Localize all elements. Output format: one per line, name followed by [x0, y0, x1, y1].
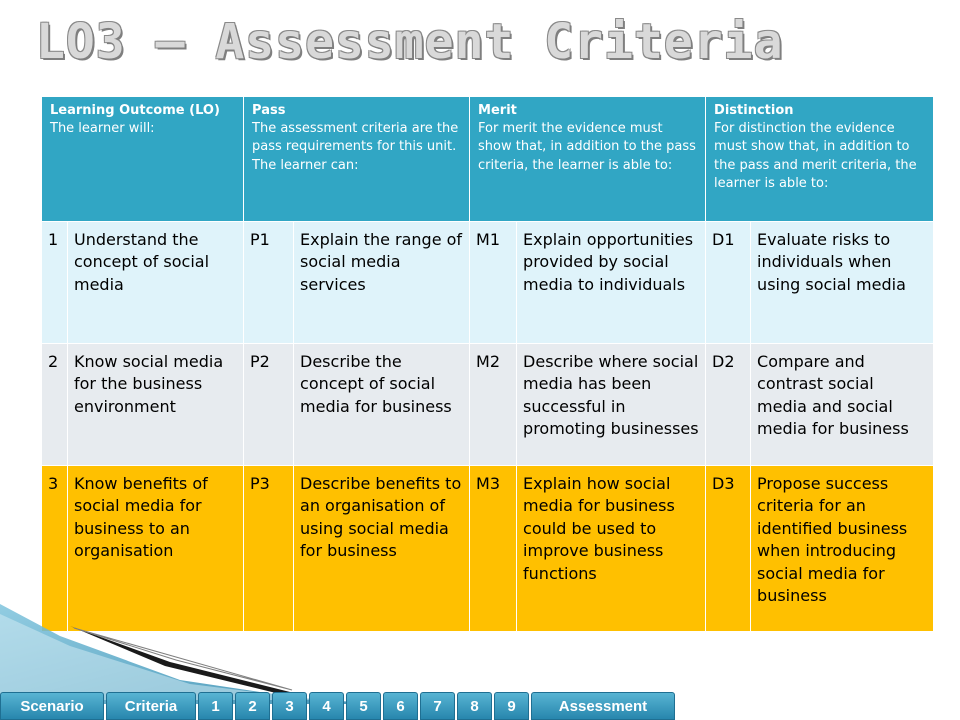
table-header-row	[42, 97, 934, 222]
pass-text: Describe the concept of social media for business	[294, 344, 470, 466]
assessment-criteria-table	[41, 96, 934, 632]
distinction-text: Propose success criteria for an identified business when introducing social media for business	[751, 466, 934, 632]
header-learning-outcome	[42, 97, 244, 222]
pass-text: Describe benefits to an organisation of using social media for business	[294, 466, 470, 632]
merit-text: Describe where social media has been successful in promoting businesses	[517, 344, 706, 466]
lo-text: Know benefits of social media for business to an organisation	[68, 466, 244, 632]
pass-code: P3	[244, 466, 294, 632]
header-heading: Merit	[478, 103, 517, 118]
header-subtext: For merit the evidence must show that, in addition to the pass criteria, the learner is able to:	[478, 121, 696, 173]
header-subtext: For distinction the evidence must show that, in addition to the pass and merit criteria, the learner is able to:	[714, 121, 917, 191]
header-pass	[244, 97, 470, 222]
merit-text: Explain opportunities provided by social media to individuals	[517, 222, 706, 344]
merit-code: M1	[470, 222, 517, 344]
distinction-text: Evaluate risks to individuals when using social media	[751, 222, 934, 344]
merit-code: M2	[470, 344, 517, 466]
table-row	[42, 222, 934, 344]
merit-code: M3	[470, 466, 517, 632]
nav-scenario-button[interactable]: Scenario	[0, 692, 104, 720]
decorative-swoosh	[0, 596, 420, 706]
nav-page-1-button[interactable]: 1	[198, 692, 233, 720]
header-merit	[470, 97, 706, 222]
distinction-code: D2	[706, 344, 751, 466]
bottom-navigation	[0, 692, 677, 720]
nav-assessment-button[interactable]: Assessment	[531, 692, 675, 720]
header-distinction	[706, 97, 934, 222]
distinction-text: Compare and contrast social media and social media for business	[751, 344, 934, 466]
pass-text: Explain the range of social media services	[294, 222, 470, 344]
distinction-code: D3	[706, 466, 751, 632]
nav-page-9-button[interactable]: 9	[494, 692, 529, 720]
table-row	[42, 344, 934, 466]
nav-page-8-button[interactable]: 8	[457, 692, 492, 720]
merit-text: Explain how social media for business could be used to improve business functions	[517, 466, 706, 632]
lo-text: Understand the concept of social media	[68, 222, 244, 344]
nav-page-3-button[interactable]: 3	[272, 692, 307, 720]
nav-page-2-button[interactable]: 2	[235, 692, 270, 720]
lo-number: 3	[42, 466, 68, 632]
slide-title: LO3 – Assessment Criteria	[36, 14, 784, 70]
pass-code: P2	[244, 344, 294, 466]
lo-number: 2	[42, 344, 68, 466]
nav-page-6-button[interactable]: 6	[383, 692, 418, 720]
header-heading: Pass	[252, 103, 286, 118]
nav-page-7-button[interactable]: 7	[420, 692, 455, 720]
header-subtext: The learner will:	[50, 121, 155, 137]
header-subtext: The assessment criteria are the pass requirements for this unit.	[252, 121, 459, 155]
header-heading: Learning Outcome (LO)	[50, 103, 220, 118]
nav-page-4-button[interactable]: 4	[309, 692, 344, 720]
distinction-code: D1	[706, 222, 751, 344]
lo-number: 1	[42, 222, 68, 344]
nav-page-5-button[interactable]: 5	[346, 692, 381, 720]
header-heading: Distinction	[714, 103, 794, 118]
lo-text: Know social media for the business environment	[68, 344, 244, 466]
header-subtext: The learner can:	[252, 157, 359, 173]
pass-code: P1	[244, 222, 294, 344]
nav-criteria-button[interactable]: Criteria	[106, 692, 196, 720]
